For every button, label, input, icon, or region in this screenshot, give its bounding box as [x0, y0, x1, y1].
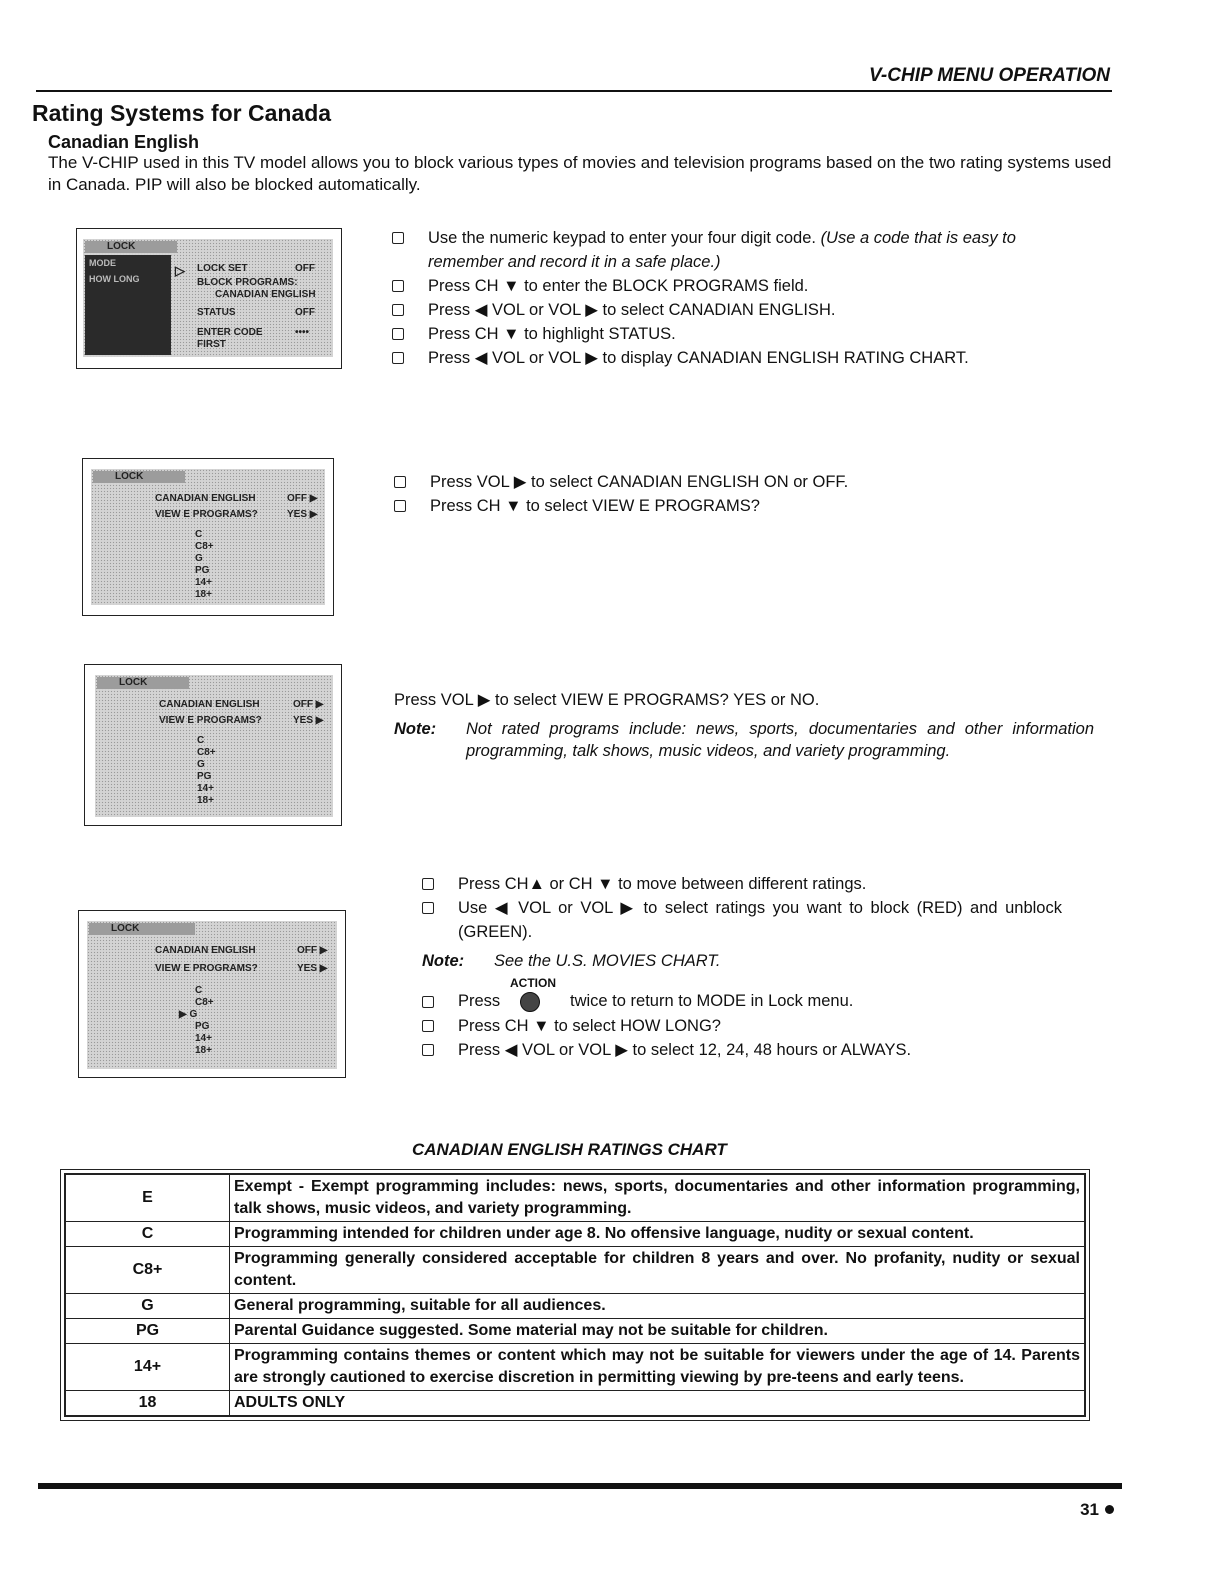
page-header — [36, 60, 1112, 92]
menu-value: CANADIAN ENGLISH — [215, 289, 316, 300]
rating-list: C C8+ G PG 14+ 18+ — [197, 735, 216, 806]
chart-title: CANADIAN ENGLISH RATINGS CHART — [412, 1140, 727, 1159]
menu-tab-lock: LOCK — [93, 471, 185, 483]
rating-code: E — [65, 1174, 230, 1222]
menu-screenshot-lock — [76, 228, 342, 369]
rating-description: Programming generally considered acceptable for children 8 years and over. No profanity, nudity or sexual content. — [230, 1247, 1086, 1294]
step-item: Press CH ▼ to select HOW LONG? — [422, 1014, 1062, 1038]
rating-code: C8+ — [65, 1247, 230, 1294]
menu-value: •••• — [295, 327, 310, 338]
bullet-icon — [1105, 1505, 1114, 1514]
menu-item-status: STATUS — [197, 307, 236, 318]
step-item: Press CH ▼ to highlight STATUS. — [392, 322, 1092, 346]
menu-screenshot-canadian-english — [82, 458, 334, 616]
menu-item-canadian-english: CANADIAN ENGLISH — [155, 945, 256, 956]
menu-value: OFF ▶ — [297, 945, 328, 956]
menu-item-lock-set: LOCK SET — [197, 263, 248, 274]
page-number: 31 — [1080, 1500, 1114, 1520]
steps-group-1 — [392, 226, 1092, 370]
menu-tab-lock: LOCK — [89, 923, 195, 935]
step-item: Press ◀ VOL or VOL ▶ to display CANADIAN ENGLISH RATING CHART. — [392, 346, 1092, 370]
action-button-label: ACTION — [510, 976, 556, 990]
menu-sidebar — [85, 255, 171, 355]
menu-screenshot-view-e-programs — [84, 664, 342, 826]
cursor-icon: ▷ — [175, 263, 185, 278]
menu-item-enter-code: ENTER CODE — [197, 327, 263, 338]
menu-value: YES ▶ — [287, 509, 318, 520]
rating-code: PG — [65, 1319, 230, 1344]
sidebar-mode: MODE — [89, 258, 116, 268]
menu-value: OFF ▶ — [293, 699, 324, 710]
rating-description: General programming, suitable for all audiences. — [230, 1294, 1086, 1319]
rating-list: C C8+ ▶ G PG 14+ 18+ — [179, 985, 214, 1056]
table-row — [65, 1174, 1085, 1222]
menu-value: OFF ▶ — [287, 493, 318, 504]
step-item: ACTION Press twice to return to MODE in Lock menu. — [422, 974, 1062, 1014]
menu-item-view-e-programs: VIEW E PROGRAMS? — [159, 715, 262, 726]
rating-code: G — [65, 1294, 230, 1319]
step-item: Press ◀ VOL or VOL ▶ to select CANADIAN ENGLISH. — [392, 298, 1092, 322]
step-item: Press VOL ▶ to select CANADIAN ENGLISH ON or OFF. — [394, 470, 1094, 494]
steps-group-3 — [394, 688, 1094, 762]
rating-list: C C8+ G PG 14+ 18+ — [195, 529, 214, 600]
menu-value: OFF — [295, 263, 315, 274]
step-item: Press ◀ VOL or VOL ▶ to select 12, 24, 48 hours or ALWAYS. — [422, 1038, 1062, 1062]
rating-description: Programming contains themes or content which may not be suitable for viewers under the age of 14. Parents are strongly cautioned to exercise discretion in permitting viewing by pre-teens and early teens. — [230, 1344, 1086, 1391]
table-row — [65, 1391, 1085, 1417]
step-item: Use the numeric keypad to enter your four digit code. (Use a code that is easy to remember and record it in a safe place.) — [392, 226, 1092, 274]
step-item: Use ◀ VOL or VOL ▶ to select ratings you want to block (RED) and unblock (GREEN). — [422, 896, 1062, 944]
rating-description: ADULTS ONLY — [230, 1391, 1086, 1417]
menu-item-canadian-english: CANADIAN ENGLISH — [155, 493, 256, 504]
menu-item-canadian-english: CANADIAN ENGLISH — [159, 699, 260, 710]
menu-value: YES ▶ — [293, 715, 324, 726]
menu-item-block-programs: BLOCK PROGRAMS: — [197, 277, 298, 288]
note: Note: Not rated programs include: news, sports, documentaries and other information programming, talk shows, music videos, and variety programming. — [394, 720, 1094, 760]
menu-value: YES ▶ — [297, 963, 328, 974]
steps-group-4 — [422, 872, 1062, 1062]
note: Note: See the U.S. MOVIES CHART. — [422, 952, 721, 970]
intro-paragraph: The V-CHIP used in this TV model allows you to block various types of movies and television programs based on the two rating systems used in Canada. PIP will also be blocked automatically. — [48, 153, 1112, 194]
table-row — [65, 1319, 1085, 1344]
menu-item-first: FIRST — [197, 339, 226, 350]
menu-item-view-e-programs: VIEW E PROGRAMS? — [155, 963, 258, 974]
step-item: Press CH▲ or CH ▼ to move between different ratings. — [422, 872, 1062, 896]
ratings-table — [64, 1173, 1086, 1417]
menu-screenshot-ratings-select — [78, 910, 346, 1078]
footer-rule — [38, 1483, 1122, 1489]
sidebar-how-long: HOW LONG — [89, 274, 140, 284]
table-row — [65, 1344, 1085, 1391]
header-title: V-CHIP MENU OPERATION — [868, 65, 1110, 86]
menu-tab-lock: LOCK — [97, 677, 189, 689]
menu-value: OFF — [295, 307, 315, 318]
step-item: Press CH ▼ to enter the BLOCK PROGRAMS field. — [392, 274, 1092, 298]
table-row — [65, 1222, 1085, 1247]
rating-code: 14+ — [65, 1344, 230, 1391]
menu-item-view-e-programs: VIEW E PROGRAMS? — [155, 509, 258, 520]
section-subheading: Canadian English — [48, 132, 200, 152]
rating-description: Exempt - Exempt programming includes: news, sports, documentaries and other information programming, talk shows, music videos, and variety programming. — [230, 1174, 1086, 1222]
step-item: Press VOL ▶ to select VIEW E PROGRAMS? YES or NO. — [394, 691, 820, 709]
steps-group-2 — [394, 470, 1094, 518]
menu-tab-lock: LOCK — [85, 241, 177, 253]
section-heading: Rating Systems for Canada — [32, 100, 332, 126]
action-button-icon — [520, 992, 540, 1012]
table-row — [65, 1294, 1085, 1319]
step-item: Press CH ▼ to select VIEW E PROGRAMS? — [394, 494, 1094, 518]
rating-description: Programming intended for children under age 8. No offensive language, nudity or sexual content. — [230, 1222, 1086, 1247]
table-row — [65, 1247, 1085, 1294]
rating-code: C — [65, 1222, 230, 1247]
rating-description: Parental Guidance suggested. Some material may not be suitable for children. — [230, 1319, 1086, 1344]
rating-code: 18 — [65, 1391, 230, 1417]
